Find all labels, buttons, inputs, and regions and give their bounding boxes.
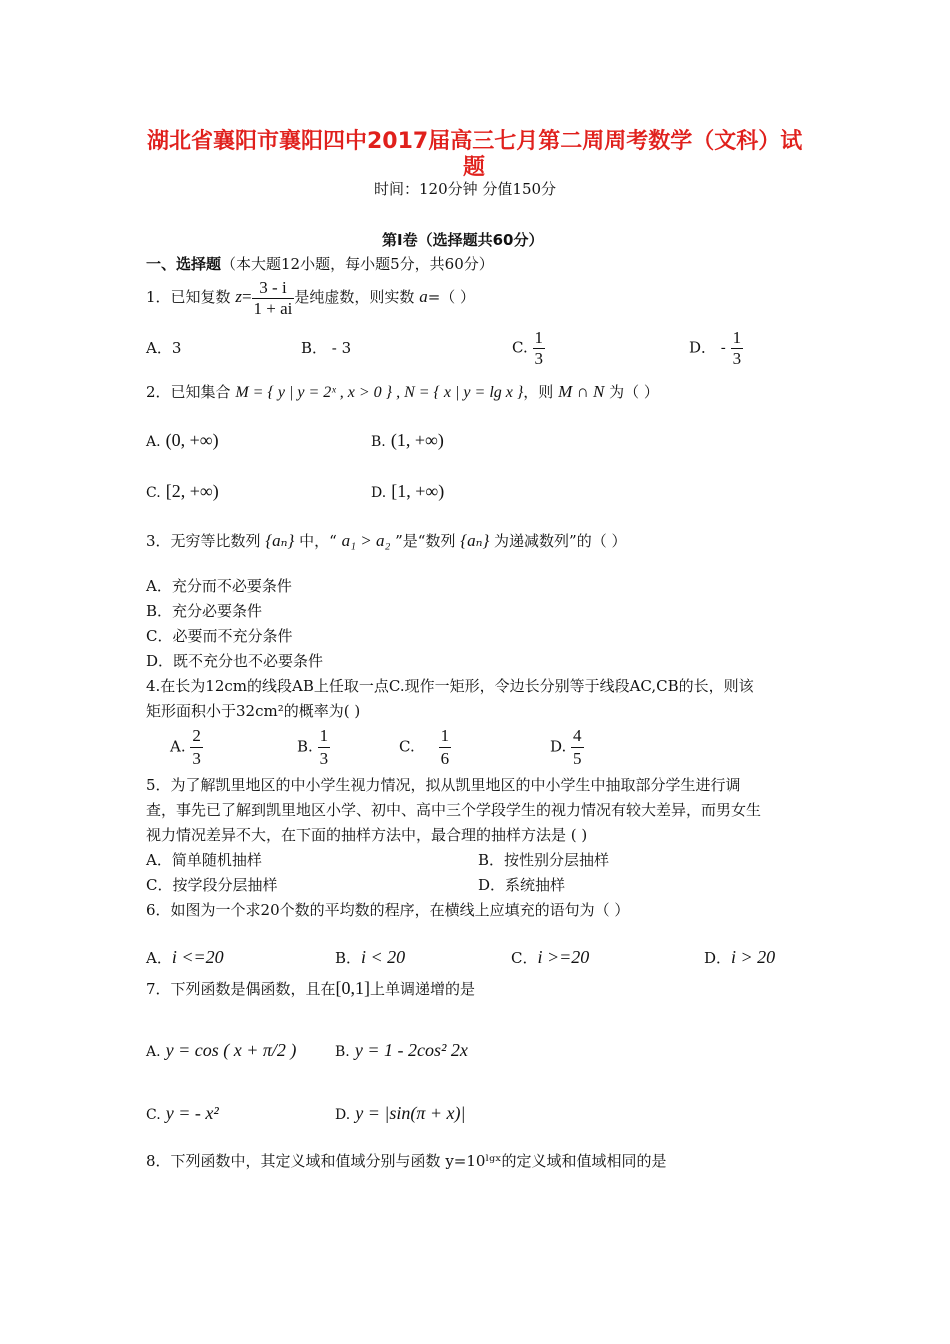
q7-option-a	[146, 1040, 296, 1061]
q4-d-den: 5	[573, 749, 582, 768]
q1-d-den: 3	[732, 349, 742, 368]
q7-a-value: y = cos ( x + π/2 )	[165, 1040, 297, 1060]
q1-c-fraction	[533, 328, 546, 369]
q1-eq: =	[241, 287, 252, 306]
q2-a-label: A.	[146, 434, 161, 450]
q3-prefix: 3．无穷等比数列	[146, 532, 261, 550]
q3-mid2: ”是“数列	[395, 532, 456, 550]
q3-seq2: {aₙ}	[460, 531, 490, 550]
q4-line2: 矩形面积小于32cm²的概率为( )	[146, 702, 361, 720]
q1-prefix: 1．已知复数	[146, 288, 231, 306]
q4-b-fraction	[318, 725, 331, 770]
q4-a-fraction	[190, 725, 203, 770]
q2-sets: M = { y | y = 2ˣ , x > 0 } , N = { x | y = lg x }	[235, 384, 524, 401]
q6-d-label: D．	[704, 949, 732, 967]
question-2	[146, 381, 659, 402]
q2-expr: M ∩ N	[558, 382, 605, 401]
q1-tail: =（ ）	[427, 288, 476, 306]
question-7	[146, 978, 475, 999]
q2-c-label: C.	[146, 485, 161, 501]
q6-b-value: i < 20	[361, 947, 406, 967]
q2-d-label: D.	[371, 485, 387, 501]
q6-c-label: C．	[511, 949, 538, 967]
q7-c-value: y = - x²	[165, 1103, 219, 1123]
q7-option-c	[146, 1103, 219, 1124]
q4-d-num: 4	[571, 725, 584, 748]
q5-option-d: D．系统抽样	[478, 876, 566, 894]
q4-b-den: 3	[319, 749, 329, 768]
part-desc: （本大题12小题，每小题5分，共60分）	[221, 255, 494, 273]
q4-b-label: B.	[297, 737, 313, 756]
q2-prefix: 2．已知集合	[146, 383, 231, 401]
q3-condition: a₁ > a₂	[341, 531, 391, 550]
q1-c-den: 3	[534, 349, 543, 368]
q1-option-c	[512, 328, 545, 369]
q4-d-fraction	[571, 725, 584, 770]
q6-option-a	[146, 947, 224, 968]
q4-option-c	[399, 725, 451, 770]
question-1	[146, 275, 475, 319]
q2-option-b	[371, 430, 444, 451]
q2-a-value: (0, +∞)	[165, 430, 219, 450]
q1-den: 1 + ai	[253, 298, 293, 318]
q2-d-value: [1, +∞)	[391, 481, 445, 501]
q4-c-num: 1	[439, 725, 452, 748]
q6-b-label: B．	[335, 949, 362, 967]
q5-option-b: B．按性别分层抽样	[478, 851, 610, 869]
q7-d-value: y = |sin(π + x)|	[355, 1103, 466, 1123]
q1-d-fraction	[731, 328, 744, 369]
q2-option-d	[371, 481, 444, 502]
q2-b-label: B.	[371, 434, 386, 450]
q6-c-value: i >=20	[537, 947, 590, 967]
q3-option-a: A．充分而不必要条件	[146, 577, 292, 595]
q7-b-value: y = 1 - 2cos² 2x	[354, 1040, 468, 1060]
q6-option-d	[704, 947, 775, 968]
q5-line2: 查，事先已了解到凯里地区小学、初中、高中三个学段学生的视力情况有较大差异，而男女生	[146, 801, 762, 819]
part-header	[146, 253, 494, 274]
q2-option-c	[146, 481, 219, 502]
q2-option-a	[146, 430, 219, 451]
part-label: 一、选择题	[146, 255, 222, 273]
q7-option-d	[335, 1103, 465, 1124]
q4-c-label: C.	[399, 737, 415, 756]
q4-a-den: 3	[192, 749, 201, 768]
q1-c-label: C.	[512, 338, 528, 357]
q5-option-a: A．简单随机抽样	[146, 851, 262, 869]
q3-option-b: B．充分必要条件	[146, 602, 263, 620]
q7-interval: [0,1]	[335, 978, 371, 998]
q1-num: 3 - i	[252, 278, 295, 299]
q6-a-value: i <=20	[171, 947, 224, 967]
q5-option-c: C．按学段分层抽样	[146, 876, 278, 894]
question-3	[146, 530, 626, 551]
q1-d-num: 1	[732, 328, 742, 347]
q4-option-d	[550, 725, 584, 770]
q7-prefix: 7．下列函数是偶函数，且在	[146, 980, 336, 998]
q1-option-a: A．3	[146, 339, 182, 357]
q3-tail: 为递减数列”的（ ）	[494, 532, 627, 550]
q2-c-value: [2, +∞)	[165, 481, 219, 501]
q1-option-b: B． - 3	[301, 339, 352, 357]
q5-line1: 5．为了解凯里地区的中小学生视力情况，拟从凯里地区的中小学生中抽取部分学生进行调	[146, 776, 741, 794]
q7-c-label: C.	[146, 1107, 161, 1123]
q2-mid: ，则	[523, 383, 554, 401]
page-title-line2: 题	[463, 155, 486, 180]
q4-option-a	[170, 725, 203, 770]
q6-d-value: i > 20	[731, 947, 776, 967]
q4-b-num: 1	[318, 725, 331, 748]
q7-b-label: B.	[335, 1044, 350, 1060]
q7-d-label: D.	[335, 1107, 351, 1123]
q7-a-label: A.	[146, 1044, 161, 1060]
q4-option-b	[297, 725, 330, 770]
q1-var: z	[235, 287, 242, 306]
exam-info: 时间：120分钟 分值150分	[374, 180, 557, 198]
q2-tail: 为（ ）	[609, 383, 659, 401]
q4-d-label: D.	[550, 737, 567, 756]
q6-option-b	[335, 947, 405, 968]
q3-option-c: C．必要而不充分条件	[146, 627, 293, 645]
question-8: 8．下列函数中，其定义域和值域分别与函数 y=10ˡᵍˣ的定义域和值域相同的是	[146, 1152, 667, 1170]
q6-a-label: A．	[146, 949, 172, 967]
q3-seq: {aₙ}	[265, 531, 295, 550]
q4-c-den: 6	[440, 749, 450, 768]
q1-fraction	[252, 278, 295, 319]
q7-option-b	[335, 1040, 468, 1061]
question-6: 6．如图为一个求20个数的平均数的程序，在横线上应填充的语句为（ ）	[146, 901, 630, 919]
q1-var2: a	[419, 287, 428, 306]
q4-a-num: 2	[190, 725, 203, 748]
q4-c-fraction	[439, 725, 452, 770]
q1-suffix: 是纯虚数，则实数	[294, 288, 415, 306]
q4-a-label: A.	[170, 737, 186, 756]
page-title-line1: 湖北省襄阳市襄阳四中2017届高三七月第二周周考数学（文科）试	[147, 129, 803, 154]
q4-line1: 4.在长为12cm的线段AB上任取一点C.现作一矩形，令边长分别等于线段AC,CB的长，则该	[146, 677, 754, 695]
q1-option-d	[689, 328, 743, 369]
q6-option-c	[511, 947, 589, 968]
q3-option-d: D．既不充分也不必要条件	[146, 652, 324, 670]
q1-d-label: D． -	[689, 338, 726, 357]
q3-mid1: 中，“	[299, 532, 337, 550]
q1-c-num: 1	[534, 328, 543, 347]
q7-tail: 上单调递增的是	[370, 980, 476, 998]
q2-b-value: (1, +∞)	[390, 430, 444, 450]
section-header: 第Ⅰ卷（选择题共60分）	[382, 231, 544, 249]
q5-line3: 视力情况差异不大，在下面的抽样方法中，最合理的抽样方法是 ( )	[146, 826, 588, 844]
